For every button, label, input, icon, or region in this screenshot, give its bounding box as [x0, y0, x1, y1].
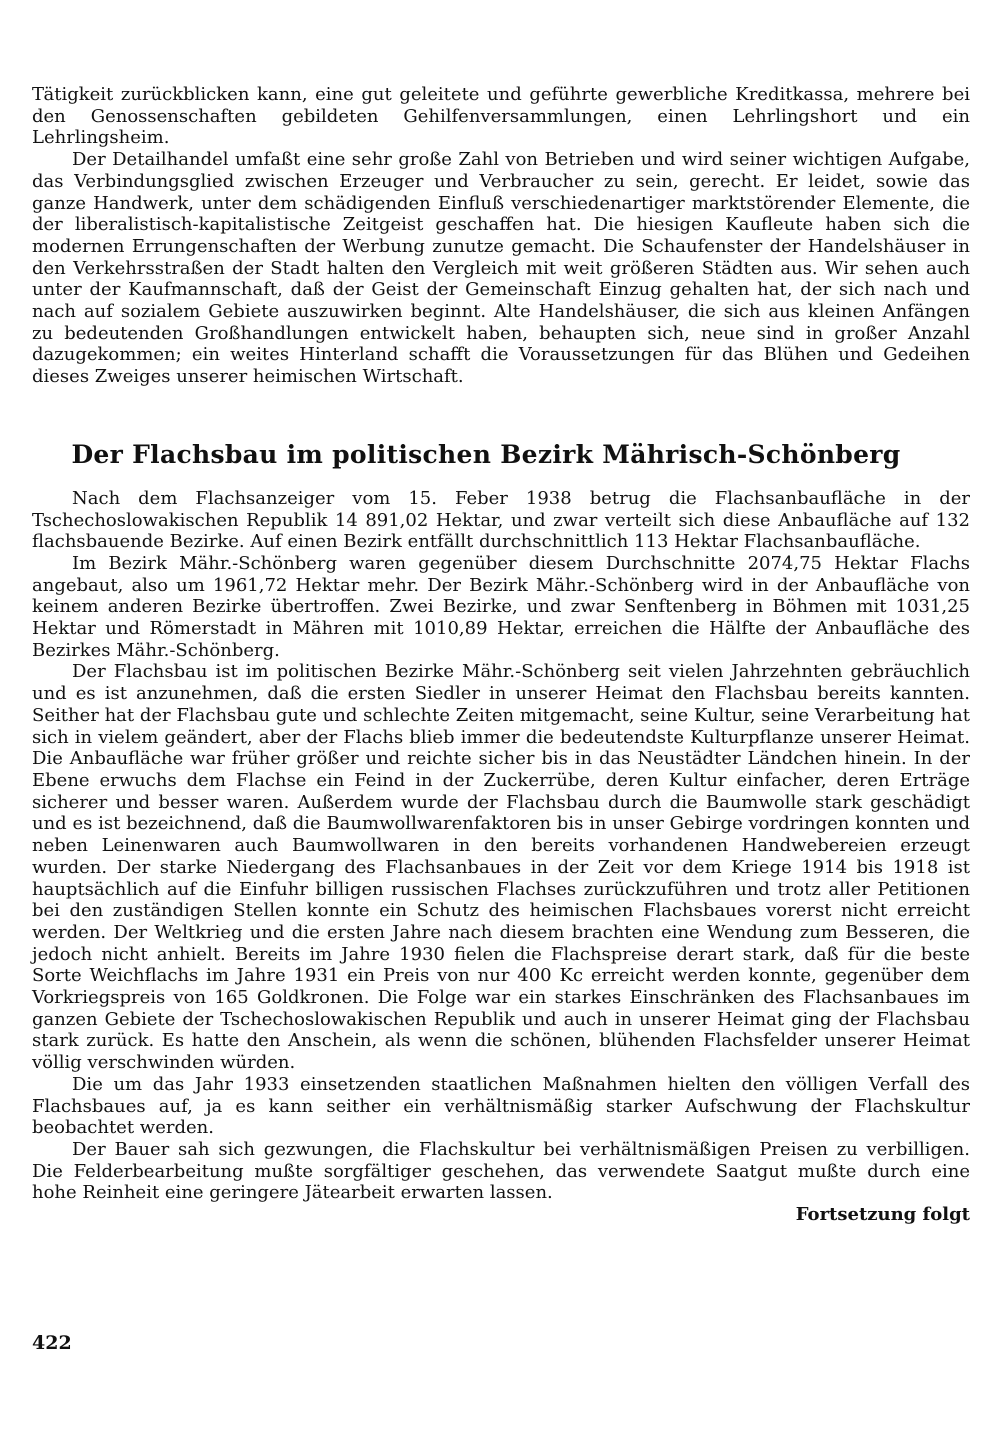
page-number: 422	[32, 1332, 72, 1354]
article-paragraph: Der Flachsbau ist im politischen Bezirke Mähr.-Schönberg seit vielen Jahrzehnten gebräuchlich und es ist anzunehmen, daß die ersten Siedler in unserer Heimat den Flachsbau bereits kannten. Seither hat der Flachsbau gute und schlechte Zeiten mitgemacht, seine Kultur, seine Verarbeitung hat sich in vielem geändert, aber der Flachs blieb immer die bedeutendste Kulturpflanze unserer Heimat. Die Anbaufläche war früher größer und reichte sicher bis in das Neustädter Ländchen hinein. In der Ebene erwuchs dem Flachse ein Feind in der Zuckerrübe, deren Kultur einfacher, deren Erträge sicherer und besser waren. Außerdem wurde der Flachsbau durch die Baumwolle stark geschädigt und es ist bezeichnend, daß die Baumwollwarenfaktoren bis in unser Gebirge vordringen konnten und neben Leinenwaren auch Baumwollwaren in den bereits vorhandenen Handwebereien erzeugt wurden. Der starke Niedergang des Flachsanbaues in der Zeit vor dem Kriege 1914 bis 1918 ist hauptsächlich auf die Einfuhr billigen russischen Flachses zurückzuführen und trotz aller Petitionen bei den zuständigen Stellen konnte ein Schutz des heimischen Flachsbaues vorerst nicht erreicht werden. Der Weltkrieg und die ersten Jahre nach diesem brachten eine Wendung zum Besseren, die jedoch nicht anhielt. Bereits im Jahre 1930 fielen die Flachspreise derart stark, daß für die beste Sorte Weichflachs im Jahre 1931 ein Preis von nur 400 Kc erreicht werden konnte, gegenüber dem Vorkriegspreis von 165 Goldkronen. Die Folge war ein starkes Einschränken des Flachsanbaues im ganzen Gebiete der Tschechoslowakischen Republik und auch in unserer Heimat ging der Flachsbau stark zurück. Es hatte den Anschein, als wenn die schönen, blühenden Flachsfelder unserer Heimat völlig verschwinden würden.	[32, 661, 970, 1074]
article-paragraph: Die um das Jahr 1933 einsetzenden staatlichen Maßnahmen hielten den völligen Verfall des Flachsbaues auf, ja es kann seither ein verhältnismäßig starker Aufschwung der Flachskultur beobachtet werden.	[32, 1073, 970, 1139]
article-title: Der Flachsbau im politischen Bezirk Mährisch-Schönberg	[71, 439, 901, 469]
continued-note: Fortsetzung folgt	[795, 1204, 970, 1226]
article-paragraph: Im Bezirk Mähr.-Schönberg waren gegenüber diesem Durchschnitte 2074,75 Hektar Flachs angebaut, also um 1961,72 Hektar mehr. Der Bezirk Mähr.-Schönberg wird in der Anbaufläche von keinem anderen Bezirke übertroffen. Zwei Bezirke, und zwar Senftenberg in Böhmen mit 1031,25 Hektar und Römerstadt in Mähren mit 1010,89 Hektar, erreichen die Hälfte der Anbaufläche des Bezirkes Mähr.-Schönberg.	[32, 552, 970, 661]
intro-continuation-paragraph: Tätigkeit zurückblicken kann, eine gut geleitete und geführte gewerbliche Kreditkassa, mehrere bei den Genossenschaften gebildeten Gehilfenversammlungen, einen Lehrlingshort und ein Lehrlingsheim.	[32, 84, 970, 149]
article-paragraph: Der Bauer sah sich gezwungen, die Flachskultur bei verhältnismäßigen Preisen zu verbilligen. Die Felderbearbeitung mußte sorgfältiger geschehen, das verwendete Saatgut mußte durch eine hohe Reinheit eine geringere Jätearbeit erwarten lassen.	[32, 1138, 970, 1204]
article-paragraph: Nach dem Flachsanzeiger vom 15. Feber 1938 betrug die Flachsanbaufläche in der Tschechoslowakischen Republik 14 891,02 Hektar, und zwar verteilt sich diese Anbaufläche auf 132 flachsbauende Bezirke. Auf einen Bezirk entfällt durchschnittlich 113 Hektar Flachsanbaufläche.	[32, 487, 970, 553]
page-body	[32, 84, 970, 1226]
detailhandel-paragraph: Der Detailhandel umfaßt eine sehr große Zahl von Betrieben und wird seiner wichtigen Aufgabe, das Verbindungsglied zwischen Erzeuger und Verbraucher zu sein, gerecht. Er leidet, sowie das ganze Handwerk, unter dem schädigenden Einfluß verschiedenartiger marktstörender Elemente, die der liberalistisch-kapitalistische Zeitgeist geschaffen hat. Die hiesigen Kaufleute haben sich die modernen Errungenschaften der Werbung zunutze gemacht. Die Schaufenster der Handelshäuser in den Verkehrsstraßen der Stadt halten den Vergleich mit weit größeren Städten aus. Wir sehen auch unter der Kaufmannschaft, daß der Geist der Gemeinschaft Einzug gehalten hat, der sich nach und nach auf sozialem Gebiete auszuwirken beginnt. Alte Handelshäuser, die sich aus kleinen Anfängen zu bedeutenden Großhandlungen entwickelt haben, behaupten sich, neue sind in großer Anzahl dazugekommen; ein weites Hinterland schafft die Voraussetzungen für das Blühen und Gedeihen dieses Zweiges unserer heimischen Wirtschaft.	[32, 149, 970, 388]
